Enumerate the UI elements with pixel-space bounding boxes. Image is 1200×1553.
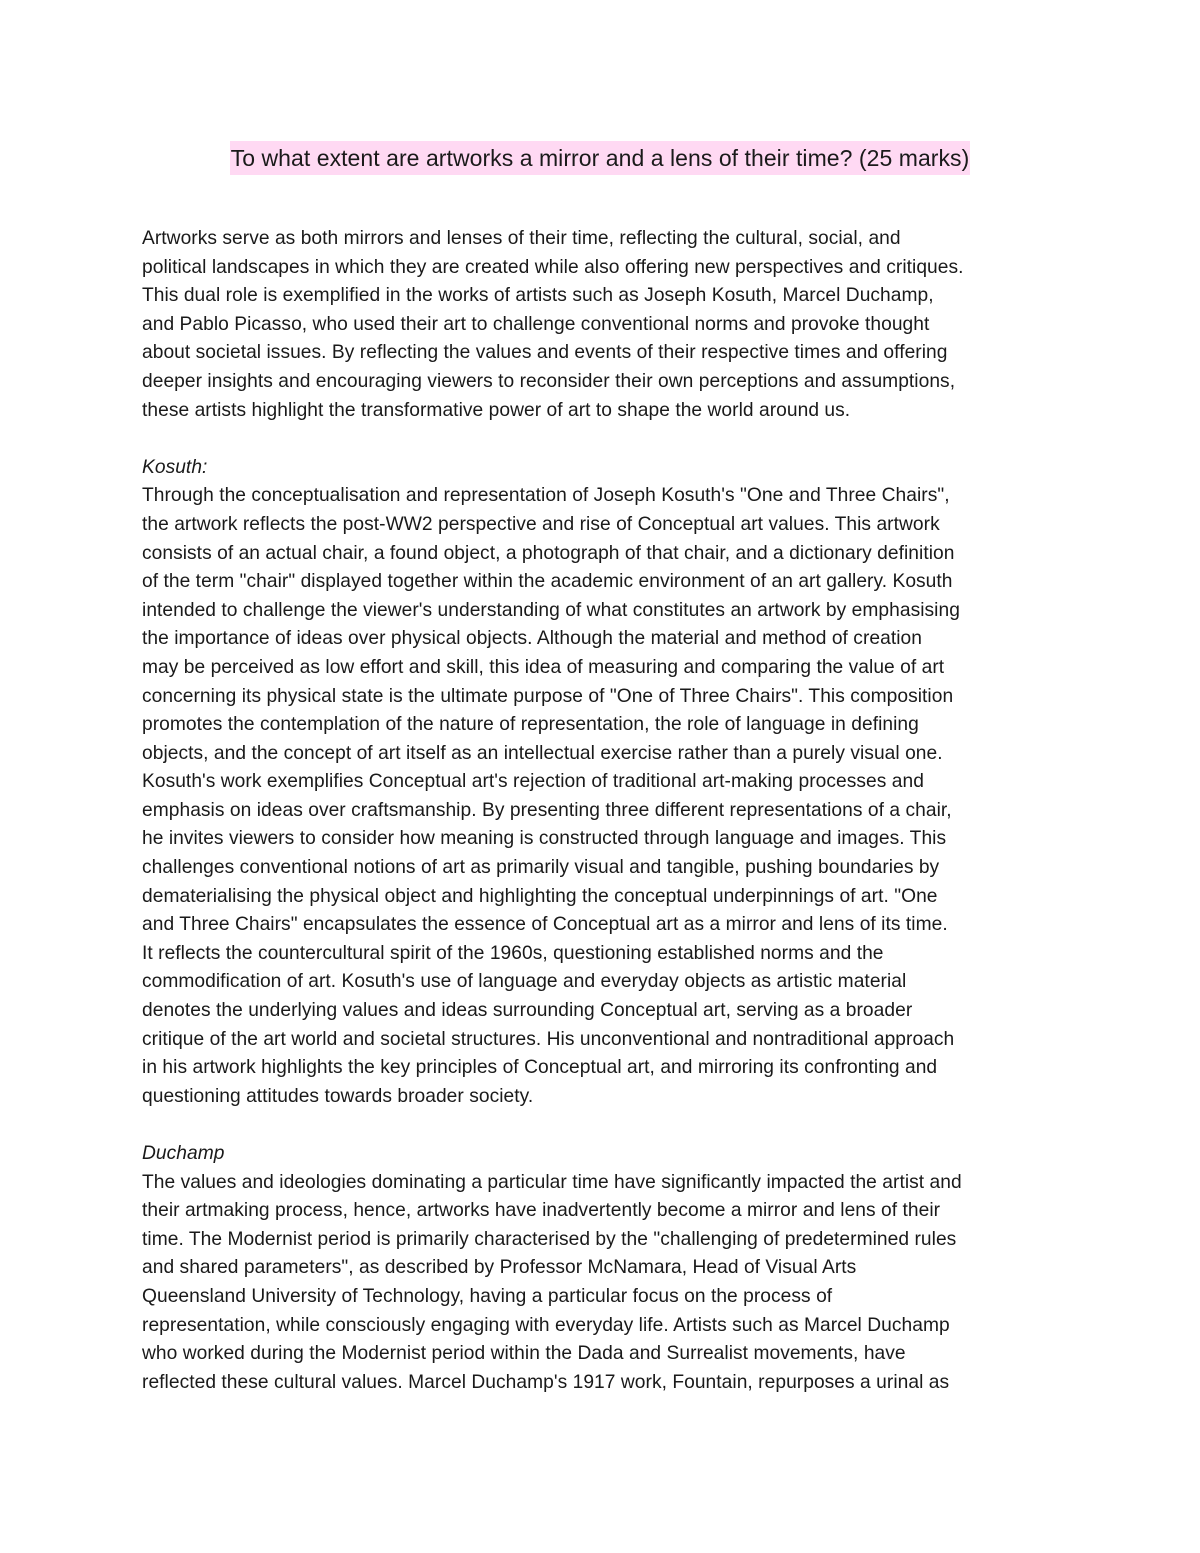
- text-line: the artwork reflects the post-WW2 perspective and rise of Conceptual art values. This artwork: [142, 513, 940, 535]
- text-line: and Pablo Picasso, who used their art to challenge conventional norms and provoke thought: [142, 313, 930, 335]
- text-line: promotes the contemplation of the nature of representation, the role of language in defining: [142, 714, 919, 736]
- intro-paragraph: [142, 225, 1072, 425]
- text-line: denotes the underlying values and ideas surrounding Conceptual art, serving as a broader: [142, 1000, 913, 1022]
- text-line: who worked during the Modernist period within the Dada and Surrealist movements, have: [142, 1343, 906, 1365]
- essay-question-title: To what extent are artworks a mirror and a lens of their time? (25 marks): [230, 141, 971, 175]
- text-line: intended to challenge the viewer's understanding of what constitutes an artwork by emphasising: [142, 599, 960, 621]
- text-line: of the term "chair" displayed together within the academic environment of an art gallery. Kosuth: [142, 571, 953, 593]
- text-line: Through the conceptualisation and representation of Joseph Kosuth's "One and Three Chairs",: [142, 485, 950, 507]
- text-line: their artmaking process, hence, artworks have inadvertently become a mirror and lens of their: [142, 1200, 941, 1222]
- blank-line: [142, 425, 1072, 454]
- text-line: concerning its physical state is the ultimate purpose of "One of Three Chairs". This composition: [142, 685, 954, 707]
- text-line: This dual role is exemplified in the works of artists such as Joseph Kosuth, Marcel Duchamp,: [142, 285, 934, 307]
- text-line: emphasis on ideas over craftsmanship. By presenting three different representations of a chair,: [142, 799, 952, 821]
- text-line: representation, while consciously engaging with everyday life. Artists such as Marcel Duchamp: [142, 1314, 950, 1336]
- text-line: he invites viewers to consider how meaning is constructed through language and images. This: [142, 828, 947, 850]
- section-heading-duchamp: Duchamp: [142, 1143, 225, 1164]
- text-line: objects, and the concept of art itself as an intellectual exercise rather than a purely visual one.: [142, 742, 943, 764]
- text-line: may be perceived as low effort and skill, this idea of measuring and comparing the value of art: [142, 656, 945, 678]
- text-line: It reflects the countercultural spirit of the 1960s, questioning established norms and the: [142, 942, 884, 964]
- blank-line: [142, 1111, 1072, 1140]
- text-line: dematerialising the physical object and highlighting the conceptual underpinnings of art. "One: [142, 885, 938, 907]
- text-line: and shared parameters", as described by Professor McNamara, Head of Visual Arts: [142, 1257, 857, 1279]
- text-line: The values and ideologies dominating a particular time have significantly impacted the artist and: [142, 1171, 962, 1193]
- text-line: reflected these cultural values. Marcel Duchamp's 1917 work, Fountain, repurposes a urinal as: [142, 1371, 950, 1393]
- text-line: time. The Modernist period is primarily characterised by the "challenging of predetermined rules: [142, 1228, 957, 1250]
- text-line: in his artwork highlights the key principles of Conceptual art, and mirroring its confronting and: [142, 1057, 938, 1079]
- text-line: Kosuth's work exemplifies Conceptual art's rejection of traditional art-making processes and: [142, 771, 924, 793]
- text-line: questioning attitudes towards broader society.: [142, 1085, 534, 1107]
- text-line: Artworks serve as both mirrors and lenses of their time, reflecting the cultural, social, and: [142, 228, 901, 249]
- text-line: challenges conventional notions of art as primarily visual and tangible, pushing boundaries by: [142, 857, 940, 879]
- text-line: Queensland University of Technology, having a particular focus on the process of: [142, 1285, 833, 1307]
- essay-body: [142, 225, 1072, 1397]
- section-heading-kosuth: Kosuth:: [142, 456, 208, 478]
- title-wrap: [0, 141, 1200, 175]
- text-line: consists of an actual chair, a found object, a photograph of that chair, and a dictionary definition: [142, 542, 955, 564]
- text-line: the importance of ideas over physical objects. Although the material and method of creation: [142, 628, 922, 650]
- text-line: these artists highlight the transformative power of art to shape the world around us.: [142, 399, 851, 421]
- text-line: deeper insights and encouraging viewers to reconsider their own perceptions and assumptions,: [142, 370, 956, 392]
- text-line: commodification of art. Kosuth's use of language and everyday objects as artistic material: [142, 971, 907, 993]
- duchamp-section: [142, 1140, 1072, 1397]
- text-line: political landscapes in which they are created while also offering new perspectives and critiques.: [142, 256, 964, 278]
- text-line: about societal issues. By reflecting the values and events of their respective times and offering: [142, 342, 948, 364]
- text-line: and Three Chairs" encapsulates the essence of Conceptual art as a mirror and lens of its time.: [142, 914, 948, 936]
- kosuth-section: [142, 454, 1072, 1112]
- text-line: critique of the art world and societal structures. His unconventional and nontraditional approach: [142, 1028, 955, 1050]
